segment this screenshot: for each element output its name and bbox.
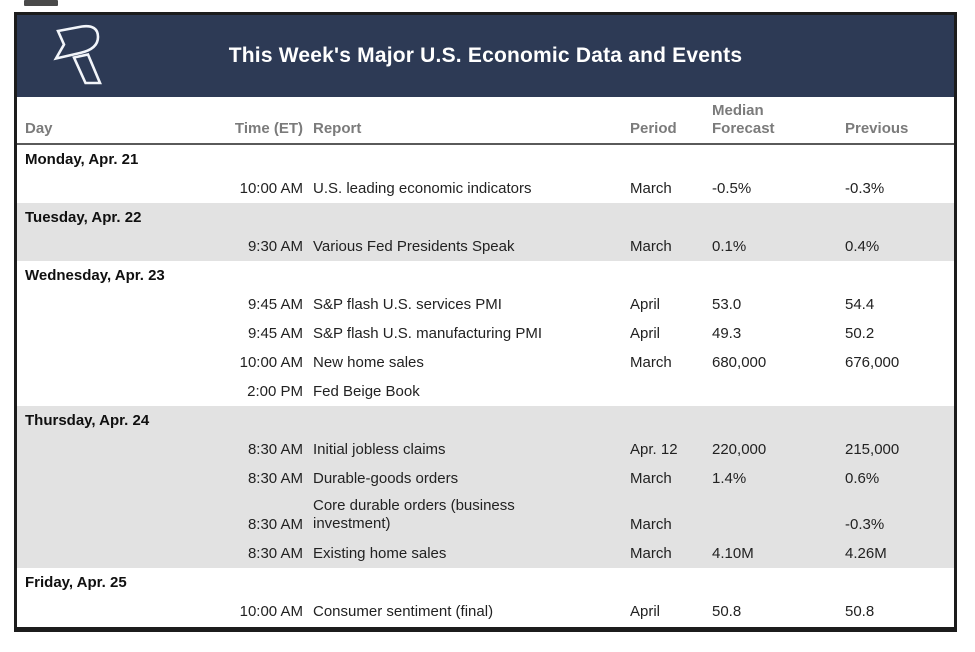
column-header-median-forecast: Median Forecast [712,102,775,137]
day-row [17,406,954,435]
forecast-cell: 49.3 [712,325,742,342]
report-cell: Existing home sales [313,545,447,562]
report-cell: U.S. leading economic indicators [313,180,532,197]
day-label: Wednesday, Apr. 23 [25,267,165,284]
day-section [17,203,954,261]
period-cell: March [630,354,672,371]
forecast-cell: -0.5% [712,180,752,197]
report-cell: Durable-goods orders [313,470,459,487]
report-cell: S&P flash U.S. manufacturing PMI [313,325,542,342]
day-label: Monday, Apr. 21 [25,151,139,168]
event-row [17,319,954,348]
forecast-cell: 4.10M [712,545,754,562]
time-cell: 9:45 AM [247,296,303,313]
day-section [17,145,954,203]
day-section [17,568,954,626]
time-cell: 8:30 AM [247,516,303,533]
event-row [17,348,954,377]
screenshot-artifact [24,0,58,6]
period-cell: March [630,238,672,255]
column-header-day: Day [25,120,53,137]
column-header-report: Report [313,120,362,137]
event-row [17,232,954,261]
day-label: Friday, Apr. 25 [25,574,127,591]
previous-cell: 54.4 [845,296,875,313]
event-row [17,464,954,493]
event-row [17,539,954,568]
column-header-previous: Previous [845,120,909,137]
day-label: Tuesday, Apr. 22 [25,209,142,226]
forecast-cell: 53.0 [712,296,742,313]
period-cell: April [630,603,661,620]
period-cell: March [630,470,672,487]
time-cell: 8:30 AM [247,470,303,487]
title-band [17,15,954,97]
forecast-cell: 1.4% [712,470,747,487]
time-cell: 10:00 AM [239,354,303,371]
report-cell: New home sales [313,354,424,371]
time-cell: 10:00 AM [239,603,303,620]
forecast-cell: 50.8 [712,603,742,620]
time-cell: 8:30 AM [247,545,303,562]
column-header-day-time [17,120,303,138]
column-header-row [17,97,954,145]
event-row [17,377,954,406]
column-header-time: Time (ET) [234,120,303,137]
period-cell: April [630,296,661,313]
time-cell: 8:30 AM [247,441,303,458]
previous-cell: 4.26M [845,545,887,562]
report-cell: Core durable orders (business investment) [313,497,515,532]
previous-cell: -0.3% [845,180,885,197]
table-body [17,145,954,626]
period-cell: March [630,545,672,562]
report-cell: Fed Beige Book [313,383,420,400]
table-title: This Week's Major U.S. Economic Data and Events [228,44,743,67]
event-row [17,597,954,626]
rosenberg-r-logo [39,20,113,92]
event-row [17,493,954,539]
day-section [17,261,954,406]
forecast-cell: 0.1% [712,238,747,255]
previous-cell: 50.2 [845,325,875,342]
period-cell: April [630,325,661,342]
report-cell: Various Fed Presidents Speak [313,238,515,255]
day-row [17,261,954,290]
previous-cell: 0.6% [845,470,880,487]
event-row [17,290,954,319]
column-header-period: Period [630,120,677,137]
day-section [17,406,954,568]
day-label: Thursday, Apr. 24 [25,412,150,429]
report-cell: Consumer sentiment (final) [313,603,494,620]
time-cell: 9:30 AM [247,238,303,255]
previous-cell: -0.3% [845,516,885,533]
r-logo-icon [39,20,113,92]
day-row [17,145,954,174]
time-cell: 10:00 AM [239,180,303,197]
forecast-cell: 220,000 [712,441,767,458]
period-cell: March [630,516,672,533]
day-row [17,203,954,232]
period-cell: Apr. 12 [630,441,678,458]
report-cell: S&P flash U.S. services PMI [313,296,502,313]
time-cell: 9:45 AM [247,325,303,342]
previous-cell: 215,000 [845,441,900,458]
economic-calendar-table [14,12,957,632]
day-row [17,568,954,597]
previous-cell: 676,000 [845,354,900,371]
report-cell: Initial jobless claims [313,441,446,458]
period-cell: March [630,180,672,197]
previous-cell: 0.4% [845,238,880,255]
forecast-cell: 680,000 [712,354,767,371]
previous-cell: 50.8 [845,603,875,620]
time-cell: 2:00 PM [247,383,303,400]
event-row [17,174,954,203]
event-row [17,435,954,464]
